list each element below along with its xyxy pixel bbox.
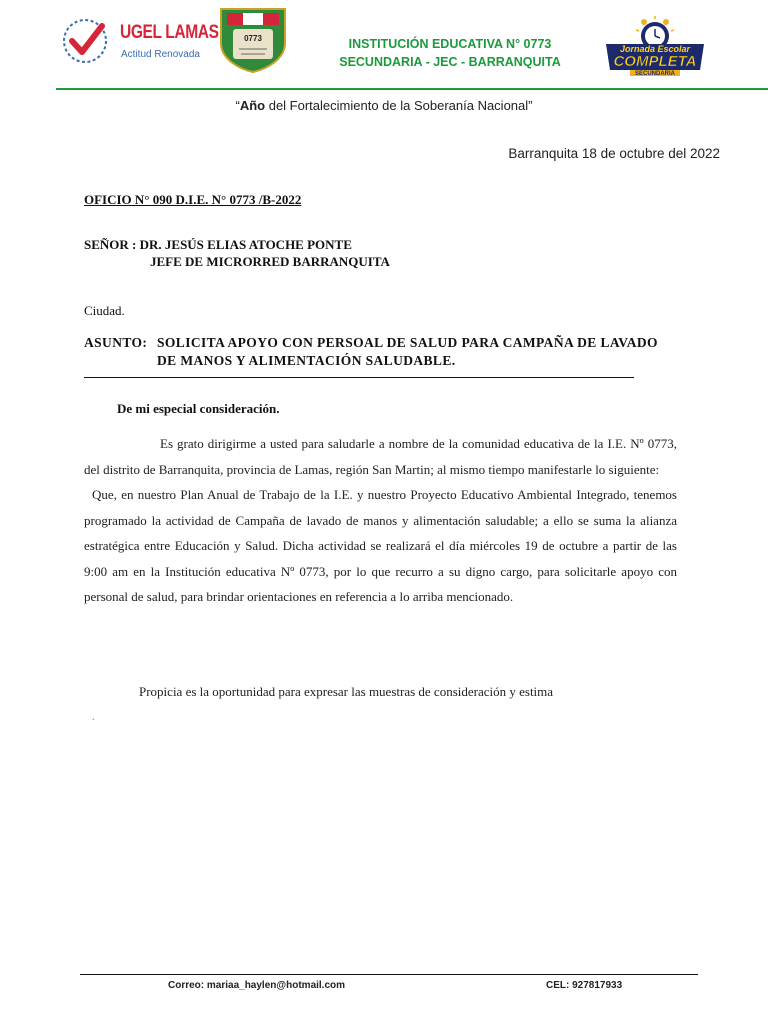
oficio-number: OFICIO N° 090 D.I.E. N° 0773 /B-2022	[84, 192, 302, 207]
ugel-logo-subtitle: Actitud Renovada	[121, 49, 200, 60]
footer-phone: CEL: 927817933	[546, 980, 623, 991]
stray-dot: .	[92, 712, 95, 723]
body-paragraph-2: Que, en nuestro Plan Anual de Trabajo de la I.E. y nuestro Proyecto Educativo Ambiental Integrado, tenemos programado la actividad de Campaña de lavado de manos y alimentación saludable; a ello se suma la alianza estratégica entre Educación y Salud. Dicha actividad se realizará el día miércoles 19 de octubre a partir de las 9:00 am en la Institución educativa Nº 0773, por lo que recurro a su digno cargo, para solicitarle apoyo con personal de salud, para brindar orientaciones en referencia a lo arriba mencionado.	[84, 487, 677, 604]
ugel-logo-title: UGEL LAMAS	[120, 22, 219, 43]
body-paragraph-1: Es grato dirigirme a usted para saludarle a nombre de la comunidad educativa de la I.E. Nº 0773, del distrito de Barranquita, provincia de Lamas, región San Martin; al mismo tiempo manifestarle lo siguiente:	[84, 436, 677, 477]
letter-body	[84, 431, 677, 610]
motto-quote-close: ”	[528, 98, 533, 113]
city-line: Ciudad.	[84, 303, 125, 318]
subject-line-1: SOLICITA APOYO CON PERSOAL DE SALUD PARA CAMPAÑA DE LAVADO	[157, 335, 658, 350]
institution-name: INSTITUCIÓN EDUCATIVA N° 0773	[348, 37, 552, 51]
date-line: Barranquita 18 de octubre del 2022	[508, 146, 720, 161]
closing-line: Propicia es la oportunidad para expresar las muestras de consideración y estima	[139, 684, 554, 699]
subject-label: ASUNTO:	[84, 335, 148, 350]
greeting: De mi especial consideración.	[117, 401, 280, 416]
jec-logo-line1: Jornada Escolar	[619, 44, 691, 54]
school-shield-icon	[219, 7, 287, 73]
year-motto	[0, 98, 768, 113]
subject-line-2: DE MANOS Y ALIMENTACIÓN SALUDABLE.	[157, 353, 456, 368]
motto-rest: del Fortalecimiento de la Soberanía Nacional	[265, 98, 529, 113]
institution-level: SECUNDARIA - JEC - BARRANQUITA	[339, 55, 561, 69]
motto-quote-open: “	[235, 98, 240, 113]
motto-bold: Año	[239, 98, 266, 113]
checkmark-icon	[60, 16, 110, 66]
jornada-escolar-completa-logo	[600, 16, 710, 76]
recipient-title: JEFE DE MICRORRED BARRANQUITA	[150, 254, 390, 269]
jec-logo-line3: SECUNDARIA	[634, 71, 676, 76]
shield-number: 0773	[244, 34, 262, 43]
ugel-lamas-logo	[60, 14, 219, 70]
header-divider	[56, 88, 768, 90]
subject-divider	[84, 377, 634, 378]
recipient-name: SEÑOR : DR. JESÚS ELIAS ATOCHE PONTE	[84, 237, 352, 252]
footer-divider	[80, 974, 698, 975]
institution-header	[300, 35, 600, 71]
jec-logo-line2: COMPLETA	[613, 53, 697, 70]
footer-email: Correo: mariaa_haylen@hotmail.com	[168, 980, 346, 991]
